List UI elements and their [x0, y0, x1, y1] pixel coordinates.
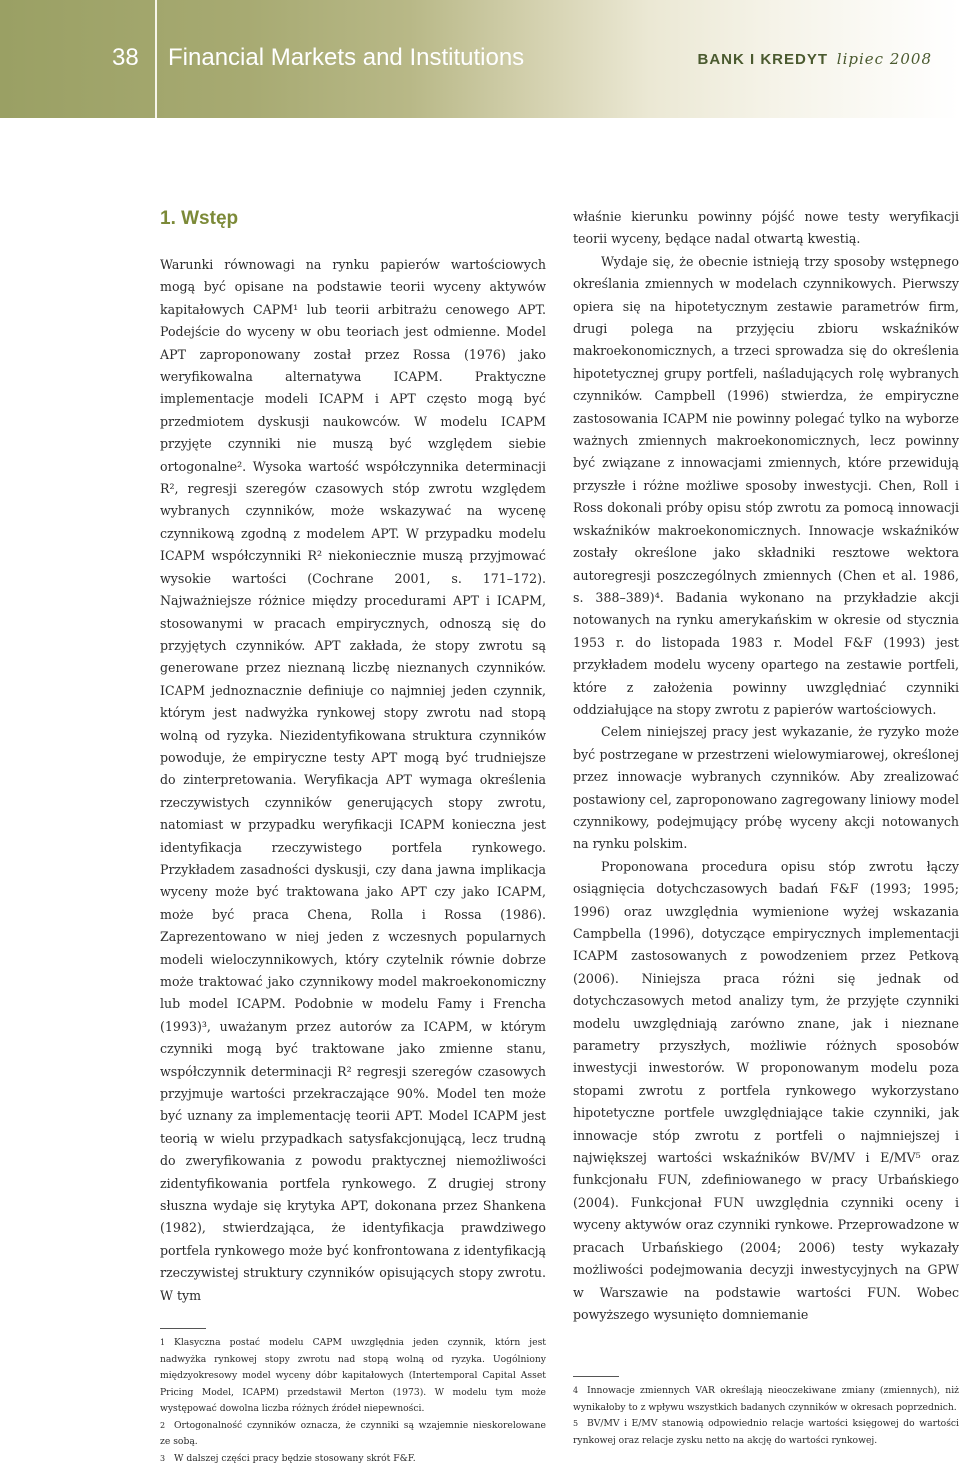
- running-title: Financial Markets and Institutions: [168, 44, 525, 71]
- paragraph: Proponowana procedura opisu stóp zwrotu łączy osiągnięcia dotychczasowych badań F&F (1993; 1995; 1996) oraz uwzględnia wymienione wyżej wskazania Campbella (1996), dotyczące empirycznych implementacji ICAPM zastosowanych z powodzeniem przez Petkovą (2006). Niniejsza praca różni się jednak od dotychczasowych metod analizy tym, że przyjęte czynniki modelu uwzględniają zarówno znane, jak i nieznane parametry przyszłych, możliwie różnych sposobów inwestycji inwestorów. W proponowanym modelu poza stopami zwrotu z portfela rynkowego wykorzystano hipotetyczne portfele uwzględniające takie czynniki, jak innowacje stóp zwrotu z portfeli o najmniejszej i największej wartości wskaźników BV/MV i E/MV⁵ oraz funkcjonału FUN, zdefiniowanego w pracy Urbańskiego (2004). Funkcjonał FUN uwzględnia czynniki oceny i wyceny aktywów oraz czynniki rynkowe. Przeprowadzone w pracach Urbańskiego (2004; 2006) testy wykazały możliwości podejmowania decyzji inwestycyjnych na GPW w Warszawie na podstawie wartości FUN. Wobec powyższego wysunięto domniemanie: [573, 858, 959, 1322]
- footnote: [160, 1418, 546, 1451]
- footnote: [160, 1451, 546, 1468]
- right-column: [573, 206, 959, 1326]
- left-column: [160, 206, 546, 1307]
- page-number: 38: [112, 44, 139, 71]
- journal-info: [697, 50, 932, 68]
- footnote: [573, 1416, 959, 1449]
- paragraph: Warunki równowagi na rynku papierów wartościowych mogą być opisane na podstawie teorii wyceny aktywów kapitałowych CAPM¹ lub teorii arbitrażu cenowego APT. Podejście do wyceny w obu teoriach jest odmienne. Model APT zaproponowany został przez Rossa (1976) jako weryfikowalna alternatywa ICAPM. Praktyczne implementacje modeli ICAPM i APT często mogą być przedmiotem dyskusji naukowców. W modelu ICAPM przyjęte czynniki nie muszą być względem siebie ortogonalne². Wysoka wartość współczynnika determinacji R², regresji szeregów czasowych stóp zwrotu względem wybranych czynników, może wskazywać na wycenę czynnikową zgodną z modelem APT. W przypadku modelu ICAPM współczynniki R² niekoniecznie muszą przyjmować wysokie wartości (Cochrane 2001, s. 171–172). Najważniejsze różnice między procedurami APT i ICAPM, stosowanymi w pracach empirycznych, odnoszą się do przyjętych czynników. APT zakłada, że stopy zwrotu są generowane przez nieznaną liczbę nieznanych czynników. ICAPM jednoznacznie definiuje co najmniej jeden czynnik, którym jest nadwyżka rynkowej stopy zwrotu nad stopą wolną od ryzyka. Niezidentyfikowana struktura czynników powoduje, że empiryczne testy APT mogą być trudniejsze do zinterpretowania. Weryfikacja APT wymaga określenia rzeczywistych czynników generujących stopy zwrotu, natomiast w przypadku weryfikacji ICAPM konieczna jest identyfikacja rzeczywistego portfela rynkowego. Przykładem zasadności dyskusji, czy dana jawna implikacja wyceny może być traktowana jako APT czy jako ICAPM, może być praca Chena, Rolla i Rossa (1986). Zaprezentowano w niej jeden z wczesnych popularnych modeli wieloczynnikowych, który czytelnik równie dobrze może traktować jako czynnikowy model makroekonomiczny lub model ICAPM. Podobnie w modelu Famy i Frencha (1993)³, uważanym przez autorów za ICAPM, w którym czynniki mogą być traktowane jako zmienne stanu, współczynnik determinacji R² regresji szeregów czasowych przyjmuje wartości przekraczające 90%. Model ten może być uznany za implementację teorii APT. Model ICAPM jest teorią w wielu przypadkach satysfakcjonującą, lecz trudną do zweryfikowania z powodu praktycznej niemożliwości zidentyfikowania portfela rynkowego. Z drugiej strony słuszna wydaje się krytyka APT, dokonana przez Shankena (1982), stwierdzająca, że identyfikacja prawdziwego portfela rynkowego może być konfrontowana z identyfikacją rzeczywistej struktury czynników opisujących stopy zwrotu. W tym: [160, 257, 546, 1303]
- footnote-rule: [573, 1376, 619, 1377]
- paragraph: Wydaje się, że obecnie istnieją trzy sposoby wstępnego określania zmiennych w modelach czynnikowych. Pierwszy opiera się na hipotetycznym zestawie parametrów firm, drugi polega na przyjęciu zbioru wskaźników makroekonomicznych, a trzeci sprowadza się do określenia hipotetycznej grupy portfeli, naśladujących rolę wybranych czynników. Campbell (1996) stwierdza, że empiryczne zastosowania ICAPM nie powinny polegać tylko na wyborze ważnych zmiennych makroekonomicznych, lecz powinny być związane z innowacjami zmiennych, które przewidują przyszłe i różne możliwe sposoby inwestycji. Chen, Roll i Ross dokonali próby opisu stóp zwrotu za pomocą innowacji wskaźników makroekonomicznych. Innowacje wskaźników zostały określone jako składniki resztowe wektora autoregresji poszczególnych zmiennych (Chen et al. 1986, s. 388–389)⁴. Badania wykonano na przykładzie akcji notowanych na rynku amerykańskim w okresie od stycznia 1953 r. do listopada 1983 r. Model F&F (1993) jest przykładem modelu wyceny opartego na zestawie portfeli, które z założenia powinny uwzględniać czynniki oddziałujące na stopy zwrotu z papierów wartościowych.: [573, 253, 959, 717]
- footnote-text: Innowacje zmiennych VAR określają nieoczekiwane zmiany (zmiennych), niż wynikałoby to z wpływu wszystkich badanych czynników w okresach poprzednich.: [573, 1385, 959, 1413]
- footnote-number: 3: [160, 1453, 166, 1463]
- footnote-number: 2: [160, 1420, 166, 1430]
- footnote-number: 1: [160, 1338, 166, 1347]
- paragraph: właśnie kierunku powinny pójść nowe testy weryfikacji teorii wyceny, będące nadal otwartą kwestią.: [573, 209, 959, 247]
- footnote-text: W dalszej części pracy będzie stosowany skrót F&F.: [174, 1452, 416, 1464]
- footnote-text: Ortogonalność czynników oznacza, że czynniki są wzajemnie nieskorelowane ze sobą.: [160, 1419, 546, 1447]
- journal-date: lipiec 2008: [836, 50, 932, 68]
- footnote-rule: [160, 1328, 206, 1329]
- paragraph: Celem niniejszej pracy jest wykazanie, że ryzyko może być postrzegane w przestrzeni wielowymiarowej, określonej przez innowacje wybranych czynników. Aby zrealizować postawiony cel, zaproponowano zagregowany liniowy model czynnikowy, podejmujący próbę wyceny akcji notowanych na rynku polskim.: [573, 724, 959, 852]
- footnotes-right: [573, 1383, 959, 1449]
- footnote-number: 4: [573, 1386, 579, 1395]
- footnote: [160, 1335, 546, 1418]
- header-divider: [155, 0, 157, 118]
- footnote-text: Klasyczna postać modelu CAPM uwzględnia jeden czynnik, którn jest nadwyżka rynkowej stopy zwrotu nad stopą wolną od ryzyka. Uogólniony międzyokresowy model wyceny dóbr kapitałowych (Intertemporal Capital Asset Pricing Model, ICAPM) przedstawił Merton (1973). W modelu tym może występować dowolna liczba różnych źródeł niepewności.: [160, 1337, 546, 1414]
- footnotes-left: [160, 1335, 546, 1467]
- footnote-text: BV/MV i E/MV stanowią odpowiednio relacje wartości księgowej do wartości rynkowej oraz relacje zysku netto na akcję do wartości rynkowej.: [573, 1418, 959, 1446]
- journal-name: BANK I KREDYT: [697, 51, 828, 68]
- section-title: 1. Wstęp: [160, 208, 239, 229]
- footnote-number: 5: [573, 1419, 579, 1428]
- page-header: [0, 0, 960, 118]
- footnote: [573, 1383, 959, 1416]
